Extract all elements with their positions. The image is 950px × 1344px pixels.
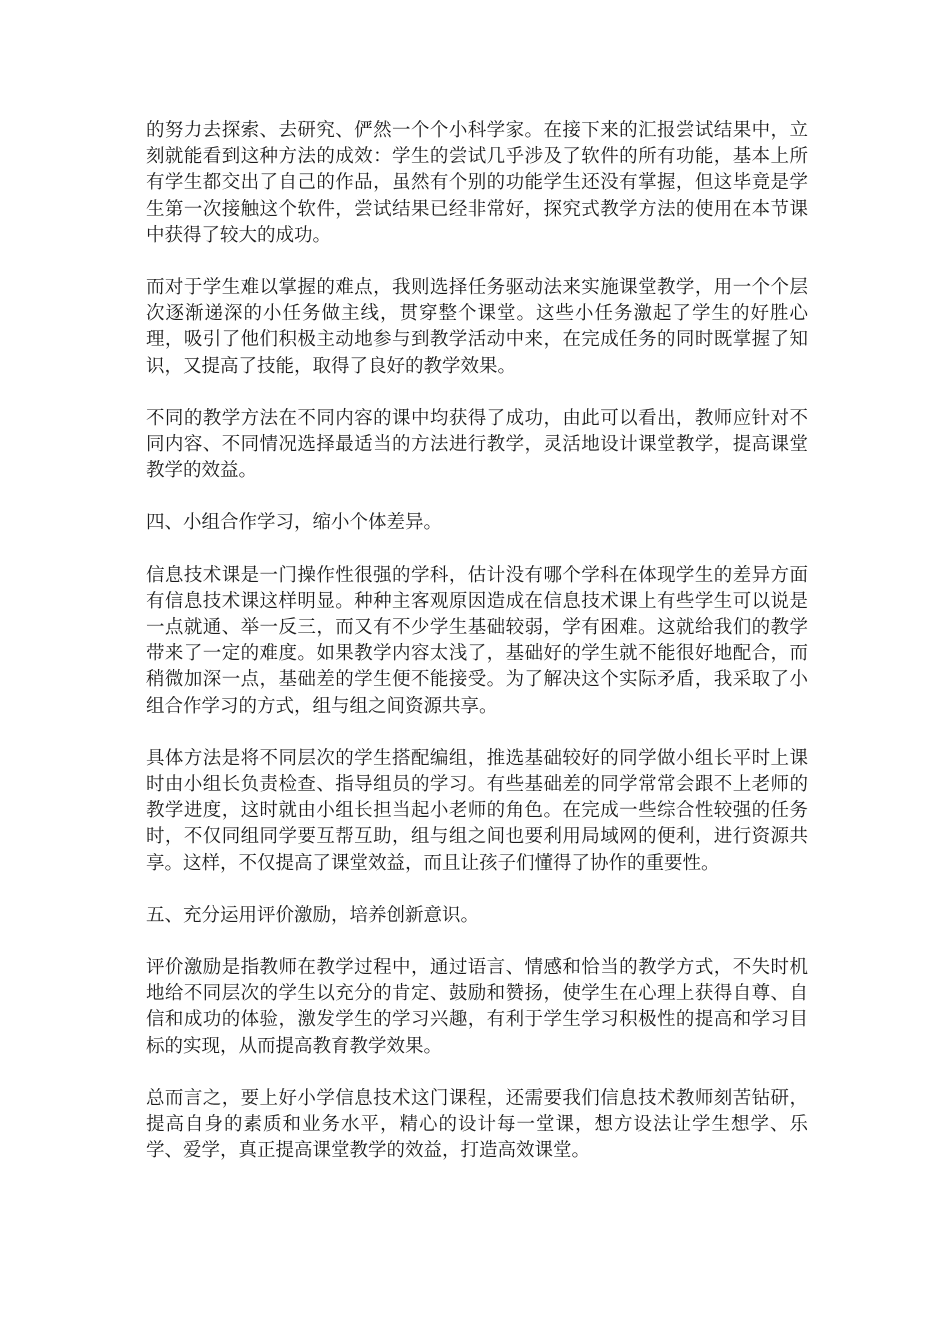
paragraph-group-method: 具体方法是将不同层次的学生搭配编组，推选基础较好的同学做小组长平时上课时由小组长负责检查、指导组员的学习。有些基础差的同学常常会跟不上老师的教学进度，这时就由小组长担当起小老师的角色。在完成一些综合性较强的任务时，不仅同组同学要互帮互助，组与组之间也要利用局域网的便利，进行资源共享。这样，不仅提高了课堂效益，而且让孩子们懂得了协作的重要性。 [146,747,808,874]
paragraph-conclusion: 总而言之，要上好小学信息技术这门课程，还需要我们信息技术教师刻苦钻研，提高自身的素质和业务水平，精心的设计每一堂课，想方设法让学生想学、乐学、爱学，真正提高课堂教学的效益，打造高效课堂。 [146,1087,808,1162]
paragraph-methods-summary: 不同的教学方法在不同内容的课中均获得了成功，由此可以看出，教师应针对不同内容、不同情况选择最适当的方法进行教学，灵活地设计课堂教学，提高课堂教学的效益。 [146,407,808,482]
section-heading-5: 五、充分运用评价激励，培养创新意识。 [146,904,480,926]
paragraph-evaluation-incentive: 评价激励是指教师在教学过程中，通过语言、情感和恰当的教学方式，不失时机地给不同层次的学生以充分的肯定、鼓励和赞扬，使学生在心理上获得自尊、自信和成功的体验，激发学生的学习兴趣，有利于学生学习积极性的提高和学习目标的实现，从而提高教育教学效果。 [146,957,808,1057]
paragraph-exploration-result: 的努力去探索、去研究、俨然一个个小科学家。在接下来的汇报尝试结果中，立刻就能看到这种方法的成效：学生的尝试几乎涉及了软件的所有功能，基本上所有学生都交出了自己的作品，虽然有个别的功能学生还没有掌握，但这毕竟是学生第一次接触这个软件，尝试结果已经非常好，探究式教学方法的使用在本节课中获得了较大的成功。 [146,120,808,246]
document-body [146,118,808,1191]
section-heading-4: 四、小组合作学习，缩小个体差异。 [146,512,443,534]
paragraph-task-driven: 而对于学生难以掌握的难点，我则选择任务驱动法来实施课堂教学，用一个个层次逐渐递深的小任务做主线，贯穿整个课堂。这些小任务激起了学生的好胜心理，吸引了他们积极主动地参与到教学活动中来，在完成任务的同时既掌握了知识，又提高了技能，取得了良好的教学效果。 [146,277,808,377]
paragraph-individual-differences: 信息技术课是一门操作性很强的学科，估计没有哪个学科在体现学生的差异方面有信息技术课这样明显。种种主客观原因造成在信息技术课上有些学生可以说是一点就通、举一反三，而又有不少学生基础较弱，学有困难。这就给我们的教学带来了一定的难度。如果教学内容太浅了，基础好的学生就不能很好地配合，而稍微加深一点，基础差的学生便不能接受。为了解决这个实际矛盾，我采取了小组合作学习的方式，组与组之间资源共享。 [146,564,808,717]
